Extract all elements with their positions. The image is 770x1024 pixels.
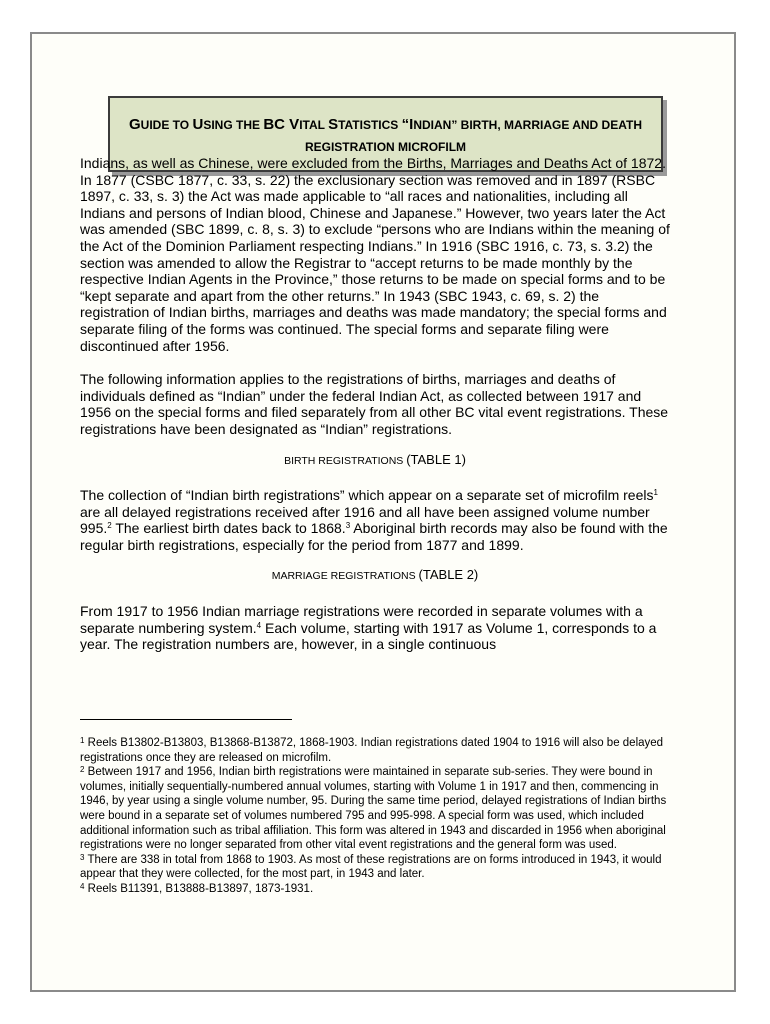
footnote-ref: 3: [345, 521, 351, 531]
title-cap: U: [192, 116, 204, 133]
section-label: MARRIAGE REGISTRATIONS: [271, 570, 419, 583]
section-label: BIRTH REGISTRATIONS: [284, 454, 407, 467]
title-cap: G: [129, 116, 141, 133]
title-cap: BC: [263, 116, 290, 133]
footnote: [80, 736, 670, 765]
title-cap: V: [289, 116, 300, 133]
section-table-ref: (TABLE 2): [418, 567, 479, 583]
title-cap: S: [328, 116, 339, 133]
footnote-ref: 4: [256, 620, 262, 630]
footnote-number: 1: [80, 736, 85, 745]
document-body: [80, 155, 670, 653]
section-table-ref: (TABLE 1): [406, 451, 466, 467]
title-cap: “I: [401, 116, 414, 133]
footnote-number: 3: [80, 852, 85, 862]
footnote-text: Between 1917 and 1956, Indian birth registrations were maintained in separate sub-series. They were bound in volumes, initially sequentially-numbered annual volumes, starting with Volume 1 in 1917 and then, commencing in 1946, by year using a single volume number, 95. During the same time period, delayed registrations of Indian births were bound in a separate set of volumes numbered 795 and 995-998. A special form was used, which included additional information such as tribal affiliation. This form was altered in 1943 and discarded in 1956 when aboriginal registrations were no longer separated from other vital event registrations and the general form was used.: [80, 766, 667, 852]
footnote-ref: 1: [653, 488, 658, 498]
footnotes: [80, 736, 670, 897]
footnote-ref: 2: [107, 521, 112, 531]
applies-paragraph: The following information applies to the registrations of births, marriages and deaths of individuals defined as “Indian” under the federal Indian Act, as collected between 1917 and 1956 on the special forms and filed separately from all other BC vital event registrations. These registrations have been designated as “Indian” registrations.: [80, 371, 669, 437]
title-text: TATISTICS: [338, 118, 402, 132]
footnote-divider: [80, 719, 292, 720]
title-line-1: [110, 114, 661, 136]
birth-section-heading: [80, 452, 670, 470]
title-text: SING THE: [203, 118, 264, 132]
footnote-number: 2: [80, 765, 85, 775]
title-text: UIDE TO: [140, 118, 193, 132]
marriage-section-heading: [80, 567, 670, 585]
footnote-number: 4: [80, 881, 85, 891]
footnote: [80, 853, 670, 882]
title-text: NDIAN” BIRTH, MARRIAGE AND DEATH: [413, 118, 642, 132]
footnote-text: Reels B13802-B13803, B13868-B13872, 1868-1903. Indian registrations dated 1904 to 1916 will also be delayed registrations once they are released on microfilm.: [80, 737, 664, 764]
title-text: ITAL: [299, 118, 329, 132]
intro-paragraph: Indians, as well as Chinese, were excluded from the Births, Marriages and Deaths Act of 1872. In 1877 (CSBC 1877, c. 33, s. 22) the exclusionary section was removed and in 1897 (RSBC 1897, c. 33, s. 3) the Act was made applicable to “all races and nationalities, including all Indians and persons of Indian blood, Chinese and Japanese.” However, two years later the Act was amended (SBC 1899, c. 8, s. 3) to exclude “persons who are Indians within the meaning of the Act of the Dominion Parliament respecting Indians.” In 1916 (SBC 1916, c. 73, s. 3.2) the section was amended to allow the Registrar to “accept returns to be made monthly by the respective Indian Agents in the Province,” those returns to be made on special forms and to be “kept separate and apart from the other returns.” In 1943 (SBC 1943, c. 69, s. 2) the registration of Indian births, marriages and deaths was made mandatory; the special forms and separate filing of the forms was continued. The special forms and separate filing were discontinued after 1956.: [80, 155, 670, 354]
title-line-2: REGISTRATION MICROFILM: [304, 140, 467, 154]
footnote-text: Reels B11391, B13888-B13897, 1873-1931.: [84, 882, 314, 895]
footnote: [80, 765, 670, 853]
footnote: [80, 882, 670, 897]
birth-paragraph: The collection of “Indian birth registrations” which appear on a separate set of microfilm reels$^1$ are all delayed registrations received after 1916 and all have been assigned volume number 995.$^2$ The earliest birth dates back to 1868.$^3$ Aboriginal birth records may also be found with the regular birth registrations, especially for the period from 1877 and 1899.: [80, 487, 668, 553]
footnote-text: There are 338 in total from 1868 to 1903. As most of these registrations are on forms introduced in 1943, it would appear that they were collected, for the most part, in 1943 and later.: [80, 853, 662, 881]
marriage-paragraph: From 1917 to 1956 Indian marriage registrations were recorded in separate volumes with a separate numbering system.$^4$ Each volume, starting with 1917 as Volume 1, corresponds to a year. The registration numbers are, however, in a single continuous: [80, 603, 657, 653]
